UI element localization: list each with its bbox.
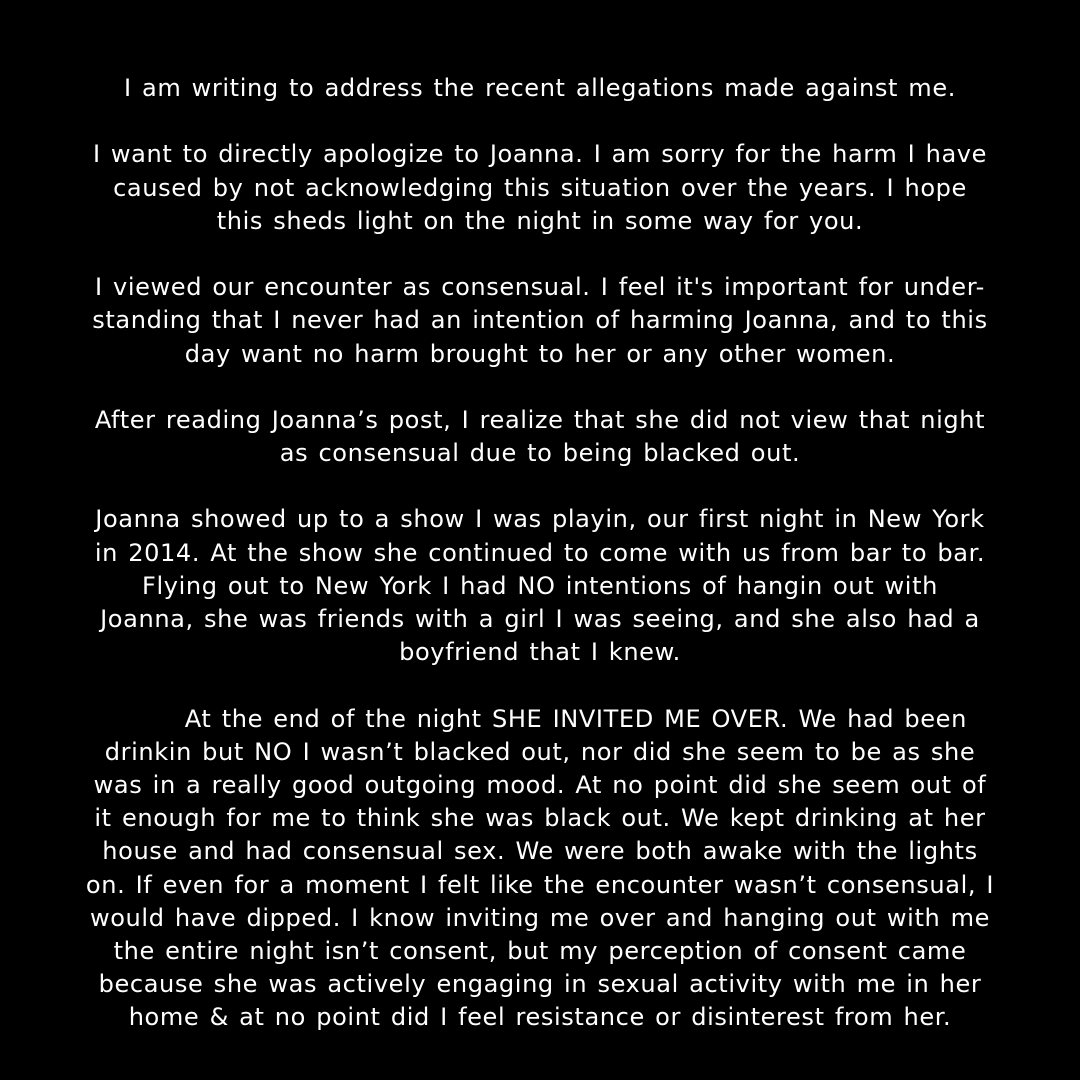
text-line: in 2014. At the show she continued to come with us from bar to bar.	[94, 538, 986, 567]
text-line: home & at no point did I feel resistance or disinterest from her.	[128, 1003, 952, 1032]
paragraph-end-of-night	[0, 703, 1080, 1035]
text-line: standing that I never had an intention of harming Joanna, and to this	[92, 306, 988, 335]
text-line: caused by not acknowledging this situation over the years. I hope	[113, 173, 967, 202]
text-line: Flying out to New York I had NO intentions of hangin out with	[142, 571, 938, 600]
text-line: house and had consensual sex. We were both awake with the lights	[102, 837, 978, 866]
text-line: this sheds light on the night in some way for you.	[216, 206, 864, 235]
text-line: would have dipped. I know inviting me over and hanging out with me	[89, 903, 991, 932]
text-line: it enough for me to think she was black out. We kept drinking at her	[94, 804, 986, 833]
text-line: boyfriend that I knew.	[399, 638, 681, 667]
paragraph-new-york	[0, 503, 1080, 669]
paragraph-intro	[0, 72, 1080, 105]
text-line: After reading Joanna’s post, I realize that she did not view that night	[94, 405, 986, 434]
text-line: day want no harm brought to her or any other women.	[184, 339, 896, 368]
text-line: At the end of the night SHE INVITED ME OVER. We had been	[113, 704, 967, 733]
paragraph-after-reading	[0, 404, 1080, 470]
text-line: I am writing to address the recent allegations made against me.	[124, 74, 956, 102]
text-line: Joanna, she was friends with a girl I was seeing, and she also had a	[100, 605, 980, 633]
text-line: I viewed our encounter as consensual. I feel it's important for under-	[95, 273, 985, 302]
text-line: I want to directly apologize to Joanna. I am sorry for the harm I have	[92, 140, 988, 169]
statement-text	[0, 72, 1080, 1068]
paragraph-apology	[0, 138, 1080, 238]
paragraph-consensual-view	[0, 271, 1080, 371]
text-line: the entire night isn’t consent, but my perception of consent came	[113, 936, 967, 965]
text-line: because she was actively engaging in sexual activity with me in her	[98, 970, 982, 999]
text-line: on. If even for a moment I felt like the encounter wasn’t consensual, I	[85, 870, 995, 899]
text-line: as consensual due to being blacked out.	[279, 439, 801, 468]
text-line: was in a really good outgoing mood. At no point did she seem out of	[93, 770, 987, 799]
text-line: Joanna showed up to a show I was playin, our first night in New York	[95, 505, 985, 534]
text-line: drinkin but NO I wasn’t blacked out, nor did she seem to be as she	[104, 737, 976, 766]
